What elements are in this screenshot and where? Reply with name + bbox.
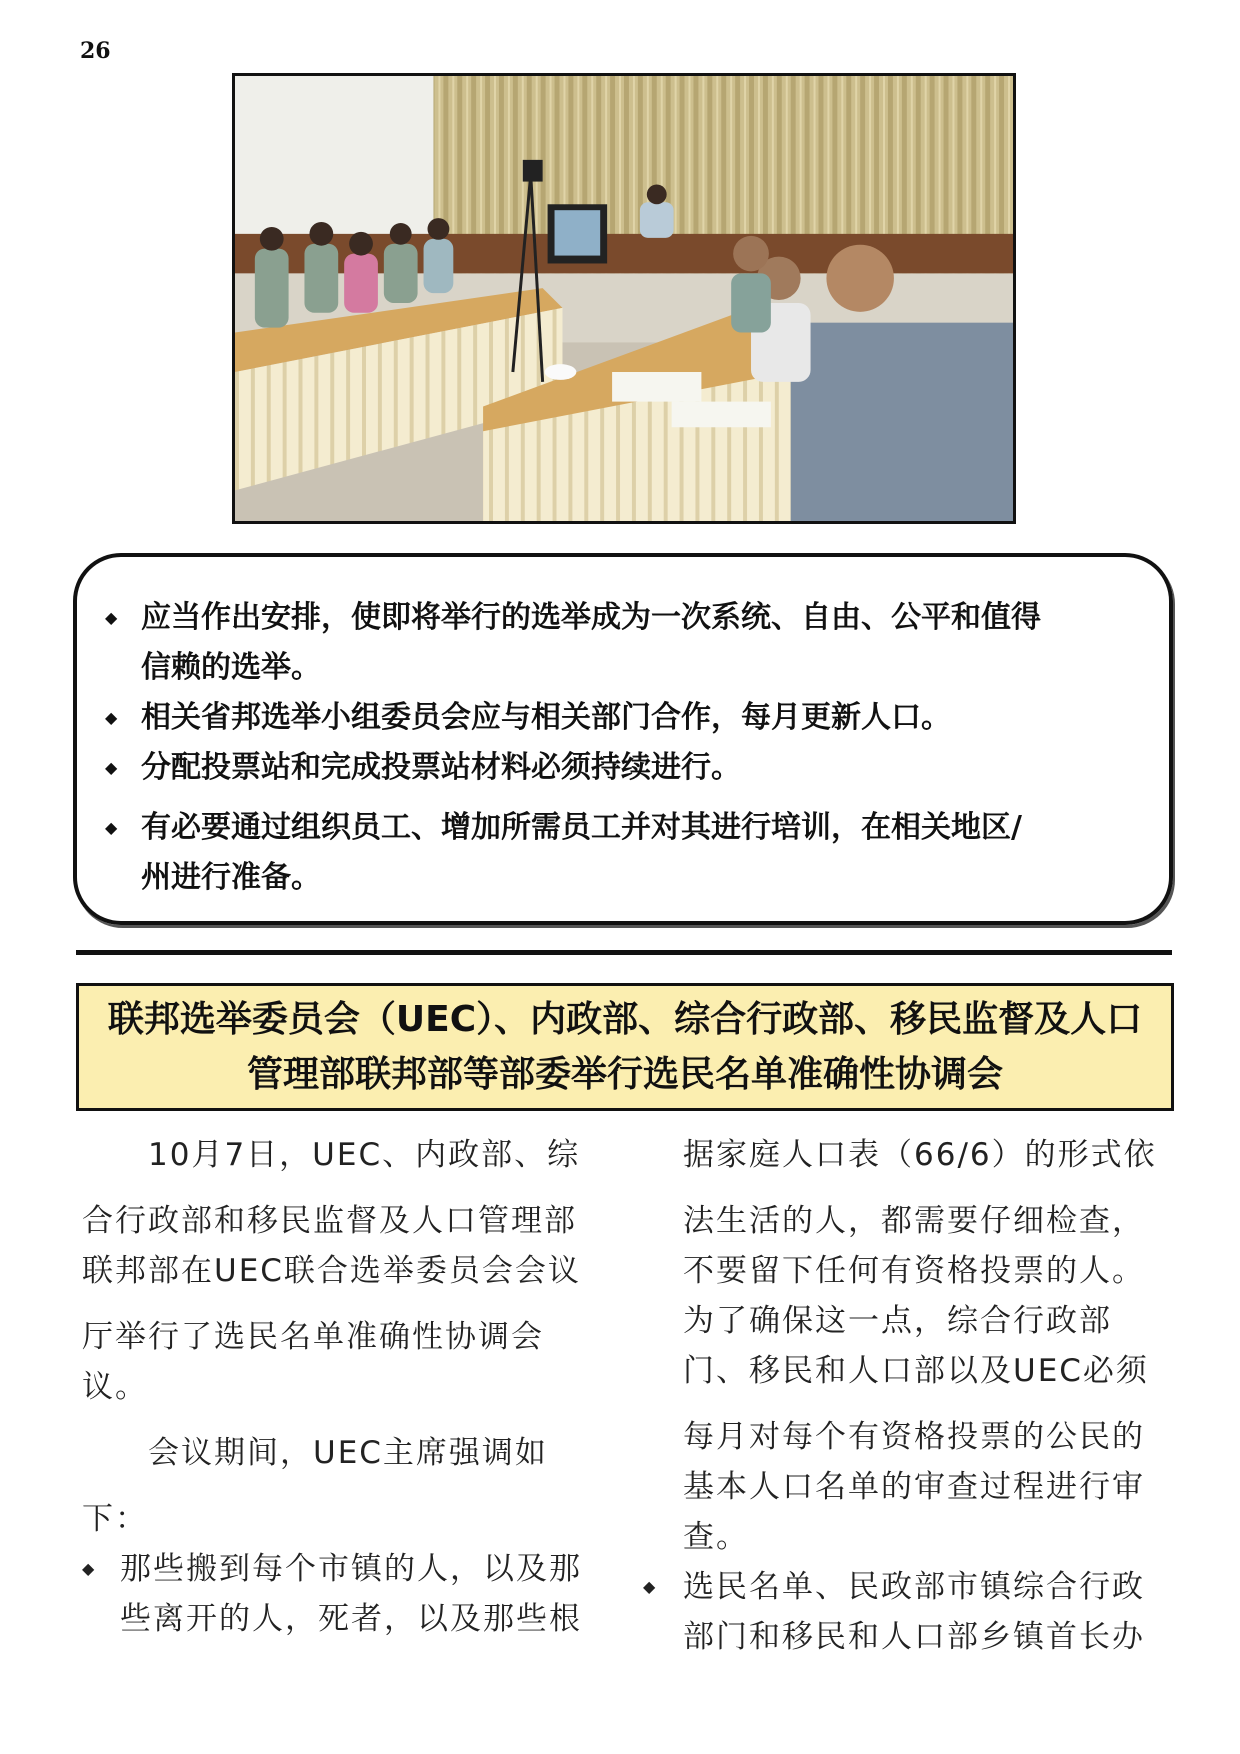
body-line: 选民名单、民政部市镇综合行政 — [683, 1569, 1145, 1605]
body-line: 查。 — [683, 1519, 749, 1555]
body-line: 合行政部和移民监督及人口管理部 — [82, 1203, 577, 1239]
key-point-text: 应当作出安排，使即将举行的选举成为一次系统、自由、公平和值得 — [141, 600, 1041, 635]
body-line: 会议期间，UEC主席强调如 — [82, 1435, 548, 1471]
key-point-text: 分配投票站和完成投票站材料必须持续进行。 — [141, 750, 741, 785]
section-divider — [76, 950, 1172, 955]
body-line: 些离开的人，死者，以及那些根 — [120, 1601, 582, 1637]
article-column-right — [643, 1130, 1173, 1662]
body-line: 下： — [82, 1501, 148, 1537]
key-point-4 — [105, 803, 1139, 903]
body-bullet-line — [643, 1562, 1173, 1612]
key-point-2 — [105, 693, 1139, 743]
key-point-text: 有必要通过组织员工、增加所需员工并对其进行培训，在相关地区/ — [141, 810, 1022, 845]
body-line: 部门和移民和人口部乡镇首长办 — [683, 1619, 1145, 1655]
bullet-icon: ◆ — [105, 818, 118, 837]
body-line: 法生活的人，都需要仔细检查， — [683, 1203, 1145, 1239]
article-headline — [76, 983, 1174, 1111]
key-point-text: 信赖的选举。 — [141, 650, 321, 685]
body-line: 据家庭人口表（66/6）的形式依 — [683, 1137, 1157, 1173]
key-points-list — [105, 593, 1139, 903]
bullet-icon: ◆ — [105, 758, 118, 777]
bullet-icon: ◆ — [82, 1559, 97, 1578]
key-point-1 — [105, 593, 1139, 693]
key-point-3 — [105, 743, 1139, 793]
body-line: 不要留下任何有资格投票的人。 — [683, 1253, 1145, 1289]
body-line: 为了确保这一点，综合行政部 — [683, 1303, 1112, 1339]
body-line: 基本人口名单的审查过程进行审 — [683, 1469, 1145, 1505]
body-line: 门、移民和人口部以及UEC必须 — [683, 1353, 1149, 1389]
body-line: 议。 — [82, 1369, 148, 1405]
key-point-text: 相关省邦选举小组委员会应与相关部门合作，每月更新人口。 — [141, 700, 951, 735]
body-line: 每月对每个有资格投票的公民的 — [683, 1419, 1145, 1455]
headline-line-1: 联邦选举委员会（UEC）、内政部、综合行政部、移民监督及人口 — [107, 999, 1143, 1040]
page-number: 26 — [80, 38, 111, 64]
key-point-text: 州进行准备。 — [141, 860, 321, 895]
bullet-icon: ◆ — [105, 608, 118, 627]
body-line: 联邦部在UEC联合选举委员会会议 — [82, 1253, 581, 1289]
body-bullet-line — [82, 1544, 602, 1594]
bullet-icon: ◆ — [105, 708, 118, 727]
key-points-box — [73, 553, 1173, 925]
headline-line-2: 管理部联邦部等部委举行选民名单准确性协调会 — [246, 1054, 1003, 1095]
meeting-photo-illustration — [235, 76, 1013, 521]
body-line: 那些搬到每个市镇的人，以及那 — [120, 1551, 582, 1587]
article-column-left — [82, 1130, 602, 1644]
meeting-photo — [232, 73, 1016, 524]
bullet-icon: ◆ — [643, 1577, 658, 1596]
body-line: 10月7日，UEC、内政部、综 — [82, 1137, 581, 1173]
body-line: 厅举行了选民名单准确性协调会 — [82, 1319, 544, 1355]
